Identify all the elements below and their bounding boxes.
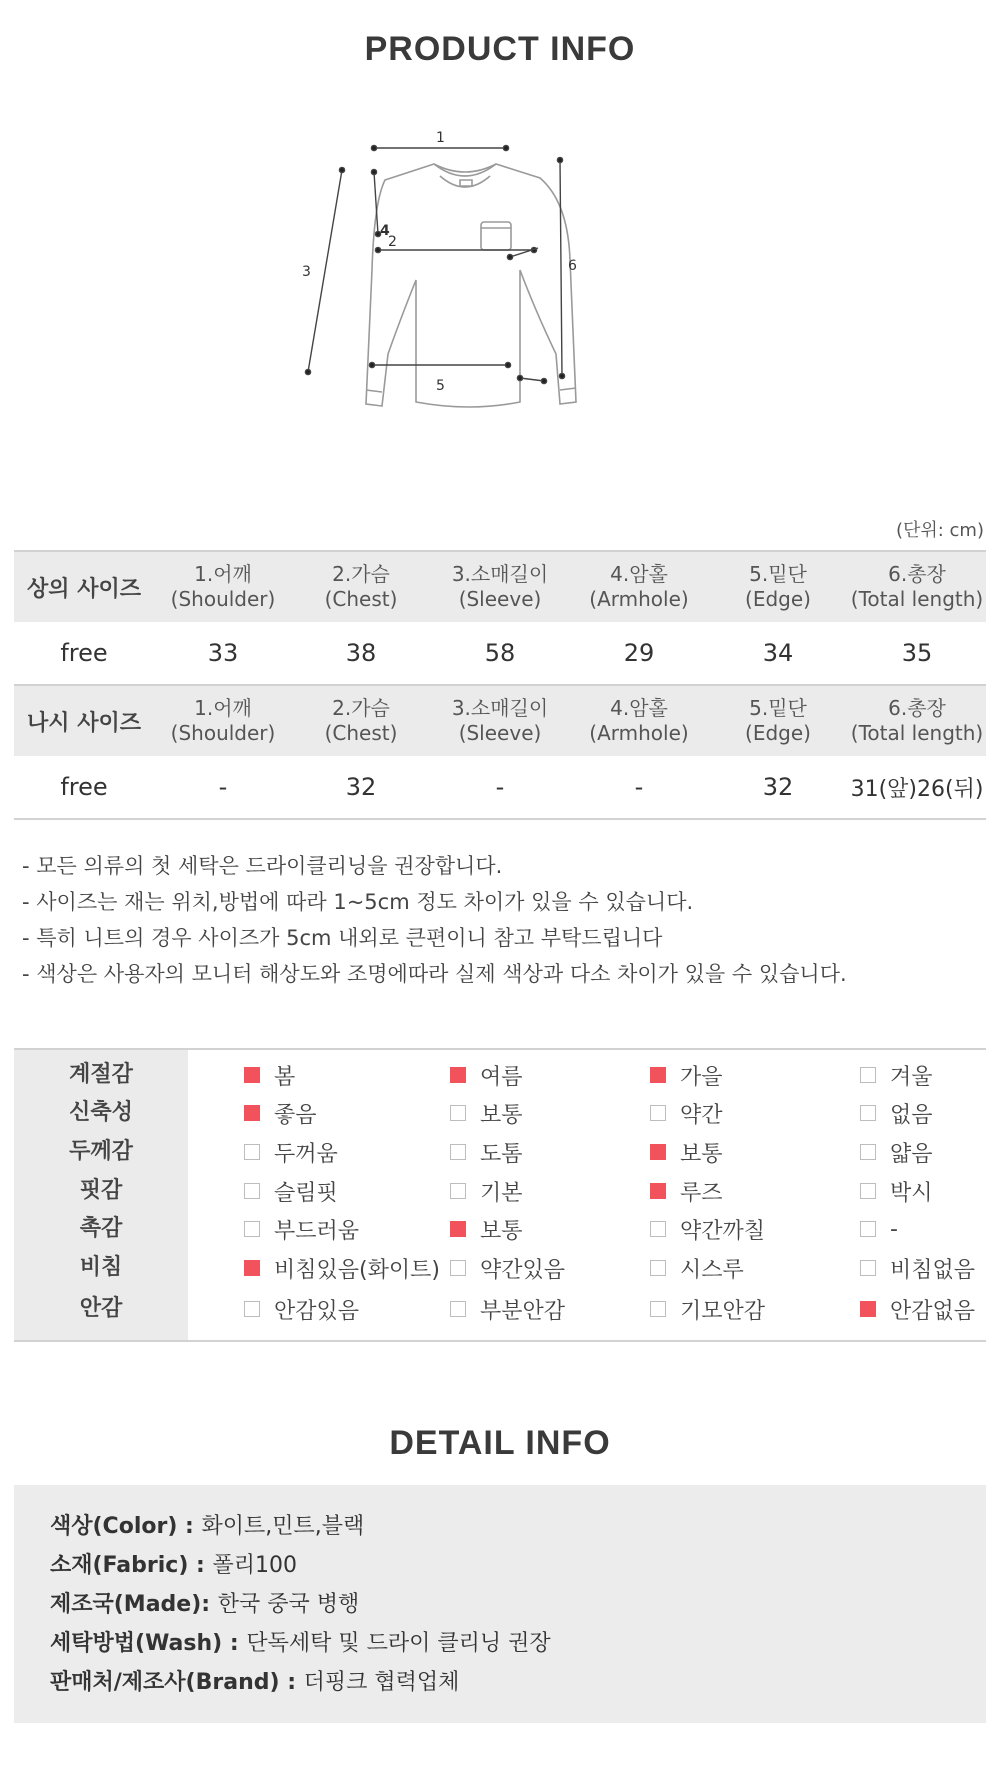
feature-option-label: 가을 xyxy=(680,1064,723,1090)
feature-option xyxy=(450,1172,523,1210)
feature-label: 비침 xyxy=(79,1255,123,1280)
diagram-label-2: 2 xyxy=(388,234,397,250)
unchecked-box-icon xyxy=(244,1144,260,1160)
checked-box-icon xyxy=(244,1260,260,1276)
checked-box-icon xyxy=(450,1221,466,1237)
feature-label: 안감 xyxy=(79,1296,123,1321)
feature-option xyxy=(650,1056,723,1094)
row-label: free xyxy=(60,773,108,801)
feature-option xyxy=(244,1133,338,1171)
feature-option-label: 약간 xyxy=(680,1102,723,1128)
feature-row xyxy=(14,1094,986,1132)
checked-box-icon xyxy=(650,1144,666,1160)
divider xyxy=(14,818,986,820)
feature-option xyxy=(860,1210,898,1248)
cell-total-length: 31(앞)26(뒤) xyxy=(850,776,984,802)
feature-option-label: 없음 xyxy=(890,1102,933,1128)
feature-option-label: 슬림핏 xyxy=(274,1180,338,1206)
unchecked-box-icon xyxy=(860,1183,876,1199)
feature-option xyxy=(860,1094,933,1132)
feature-row xyxy=(14,1249,986,1287)
checked-box-icon xyxy=(450,1067,466,1083)
detail-fabric: 소재(Fabric) : 폴리100 xyxy=(50,1553,297,1578)
note-line: - 사이즈는 재는 위치,방법에 따라 1~5cm 정도 차이가 있을 수 있습니다. xyxy=(22,890,694,914)
feature-option xyxy=(244,1172,338,1210)
feature-option xyxy=(650,1133,723,1171)
feature-option-label: 두꺼움 xyxy=(274,1141,338,1167)
feature-option-label: 약간까칠 xyxy=(680,1218,766,1244)
feature-option xyxy=(244,1056,295,1094)
feature-option xyxy=(650,1172,723,1210)
garment-measurement-diagram xyxy=(302,130,670,450)
col-chest: 2.가슴 (Chest) xyxy=(324,696,398,745)
feature-option xyxy=(450,1210,523,1248)
feature-option xyxy=(450,1249,565,1287)
product-features-table xyxy=(14,1048,986,1342)
table-row xyxy=(14,756,986,818)
unchecked-box-icon xyxy=(450,1105,466,1121)
note-line: - 색상은 사용자의 모니터 해상도와 조명에따라 실제 색상과 다소 차이가 있을 수 있습니다. xyxy=(22,962,847,986)
feature-option xyxy=(650,1249,744,1287)
feature-option-label: 비침없음 xyxy=(890,1257,976,1283)
table-label: 나시 사이즈 xyxy=(27,710,141,736)
feature-option-label: 겨울 xyxy=(890,1064,933,1090)
cell-armhole: - xyxy=(634,773,644,801)
unchecked-box-icon xyxy=(860,1260,876,1276)
feature-option xyxy=(650,1210,765,1248)
feature-row xyxy=(14,1290,986,1328)
cell-total-length: 35 xyxy=(901,639,933,667)
checked-box-icon xyxy=(650,1183,666,1199)
col-sleeve: 3.소매길이 (Sleeve) xyxy=(451,562,549,611)
feature-label: 신축성 xyxy=(69,1100,133,1125)
col-edge: 5.밑단 (Edge) xyxy=(745,696,811,745)
cell-shoulder: 33 xyxy=(207,639,239,667)
cell-edge: 32 xyxy=(762,773,794,801)
cell-chest: 38 xyxy=(345,639,377,667)
unchecked-box-icon xyxy=(450,1301,466,1317)
feature-option-label: 좋음 xyxy=(274,1102,317,1128)
feature-option xyxy=(244,1210,359,1248)
feature-option xyxy=(650,1290,765,1328)
size-table-header xyxy=(14,550,986,622)
feature-option-label: 부분안감 xyxy=(480,1298,566,1324)
col-shoulder: 1.어깨 (Shoulder) xyxy=(170,696,276,745)
cell-sleeve: - xyxy=(495,773,505,801)
feature-option xyxy=(244,1249,440,1287)
feature-option xyxy=(860,1133,933,1171)
row-label: free xyxy=(60,639,108,667)
unchecked-box-icon xyxy=(860,1221,876,1237)
size-table-header xyxy=(14,684,986,756)
diagram-label-1: 1 xyxy=(436,130,445,146)
diagram-label-6: 6 xyxy=(568,258,577,274)
feature-option xyxy=(450,1290,565,1328)
checked-box-icon xyxy=(244,1067,260,1083)
diagram-label-5: 5 xyxy=(436,378,445,394)
feature-option xyxy=(860,1056,933,1094)
feature-row xyxy=(14,1210,986,1248)
feature-option-label: 도톰 xyxy=(480,1141,523,1167)
feature-option-label: 부드러움 xyxy=(274,1218,360,1244)
col-armhole: 4.암홀 (Armhole) xyxy=(589,696,689,745)
feature-row xyxy=(14,1133,986,1171)
unchecked-box-icon xyxy=(244,1183,260,1199)
col-shoulder: 1.어깨 (Shoulder) xyxy=(170,562,276,611)
feature-option-label: 안감있음 xyxy=(274,1298,360,1324)
note-line: - 모든 의류의 첫 세탁은 드라이클리닝을 권장합니다. xyxy=(22,854,503,878)
detail-info-title: DETAIL INFO xyxy=(389,1424,611,1462)
col-sleeve: 3.소매길이 (Sleeve) xyxy=(451,696,549,745)
feature-option xyxy=(860,1290,975,1328)
col-edge: 5.밑단 (Edge) xyxy=(745,562,811,611)
feature-option-label: 시스루 xyxy=(680,1257,744,1283)
unchecked-box-icon xyxy=(450,1260,466,1276)
feature-option-label: 보통 xyxy=(680,1141,723,1167)
diagram-label-3: 3 xyxy=(302,264,311,280)
care-notes xyxy=(22,848,982,992)
cell-armhole: 29 xyxy=(623,639,655,667)
cell-chest: 32 xyxy=(345,773,377,801)
feature-option-label: 보통 xyxy=(480,1218,523,1244)
checked-box-icon xyxy=(650,1067,666,1083)
detail-info-box xyxy=(14,1485,986,1723)
size-table-top xyxy=(14,550,986,684)
feature-row xyxy=(14,1172,986,1210)
unchecked-box-icon xyxy=(650,1301,666,1317)
col-total-length: 6.총장 (Total length) xyxy=(850,696,984,745)
feature-option-label: 루즈 xyxy=(680,1180,723,1206)
note-line: - 특히 니트의 경우 사이즈가 5cm 내외로 큰편이니 참고 부탁드립니다 xyxy=(22,926,663,950)
unchecked-box-icon xyxy=(244,1221,260,1237)
unit-note: (단위: cm) xyxy=(895,520,984,541)
feature-option-label: 안감없음 xyxy=(890,1298,976,1324)
feature-option-label: 비침있음(화이트) xyxy=(274,1257,440,1283)
feature-option-label: 약간있음 xyxy=(480,1257,566,1283)
product-info-title: PRODUCT INFO xyxy=(364,30,636,68)
cell-edge: 34 xyxy=(762,639,794,667)
feature-option-label: 보통 xyxy=(480,1102,523,1128)
feature-option xyxy=(450,1133,523,1171)
unchecked-box-icon xyxy=(450,1144,466,1160)
feature-option xyxy=(450,1094,523,1132)
feature-option-label: 여름 xyxy=(480,1064,523,1090)
feature-label: 계절감 xyxy=(69,1062,133,1087)
feature-label: 촉감 xyxy=(79,1216,123,1241)
checked-box-icon xyxy=(244,1105,260,1121)
feature-label: 두께감 xyxy=(69,1139,133,1164)
feature-option-label: 얇음 xyxy=(890,1141,933,1167)
checked-box-icon xyxy=(860,1301,876,1317)
unchecked-box-icon xyxy=(650,1221,666,1237)
detail-made: 제조국(Made): 한국 중국 병행 xyxy=(50,1592,360,1617)
feature-option-label: 봄 xyxy=(274,1064,296,1090)
unchecked-box-icon xyxy=(650,1105,666,1121)
table-label: 상의 사이즈 xyxy=(27,576,141,602)
unchecked-box-icon xyxy=(860,1067,876,1083)
unchecked-box-icon xyxy=(650,1260,666,1276)
col-chest: 2.가슴 (Chest) xyxy=(324,562,398,611)
unchecked-box-icon xyxy=(244,1301,260,1317)
feature-option xyxy=(860,1172,933,1210)
feature-option xyxy=(244,1094,317,1132)
feature-option xyxy=(450,1056,523,1094)
feature-option-label: 기모안감 xyxy=(680,1298,766,1324)
unchecked-box-icon xyxy=(450,1183,466,1199)
diagram-label-4: 4 xyxy=(380,223,390,239)
col-armhole: 4.암홀 (Armhole) xyxy=(589,562,689,611)
detail-brand: 판매처/제조사(Brand) : 더핑크 협력업체 xyxy=(50,1670,460,1695)
feature-option-label: 박시 xyxy=(890,1180,933,1206)
detail-color: 색상(Color) : 화이트,민트,블랙 xyxy=(50,1514,365,1539)
feature-row xyxy=(14,1056,986,1094)
feature-option xyxy=(244,1290,359,1328)
size-table-sleeveless xyxy=(14,684,986,818)
unchecked-box-icon xyxy=(860,1105,876,1121)
cell-shoulder: - xyxy=(218,773,228,801)
feature-option-label: - xyxy=(890,1216,898,1242)
unchecked-box-icon xyxy=(860,1144,876,1160)
table-row xyxy=(14,622,986,684)
cell-sleeve: 58 xyxy=(484,639,516,667)
feature-option xyxy=(650,1094,723,1132)
feature-option xyxy=(860,1249,975,1287)
detail-wash: 세탁방법(Wash) : 단독세탁 및 드라이 클리닝 권장 xyxy=(50,1631,551,1656)
feature-option-label: 기본 xyxy=(480,1180,523,1206)
col-total-length: 6.총장 (Total length) xyxy=(850,562,984,611)
feature-label: 핏감 xyxy=(79,1178,123,1203)
